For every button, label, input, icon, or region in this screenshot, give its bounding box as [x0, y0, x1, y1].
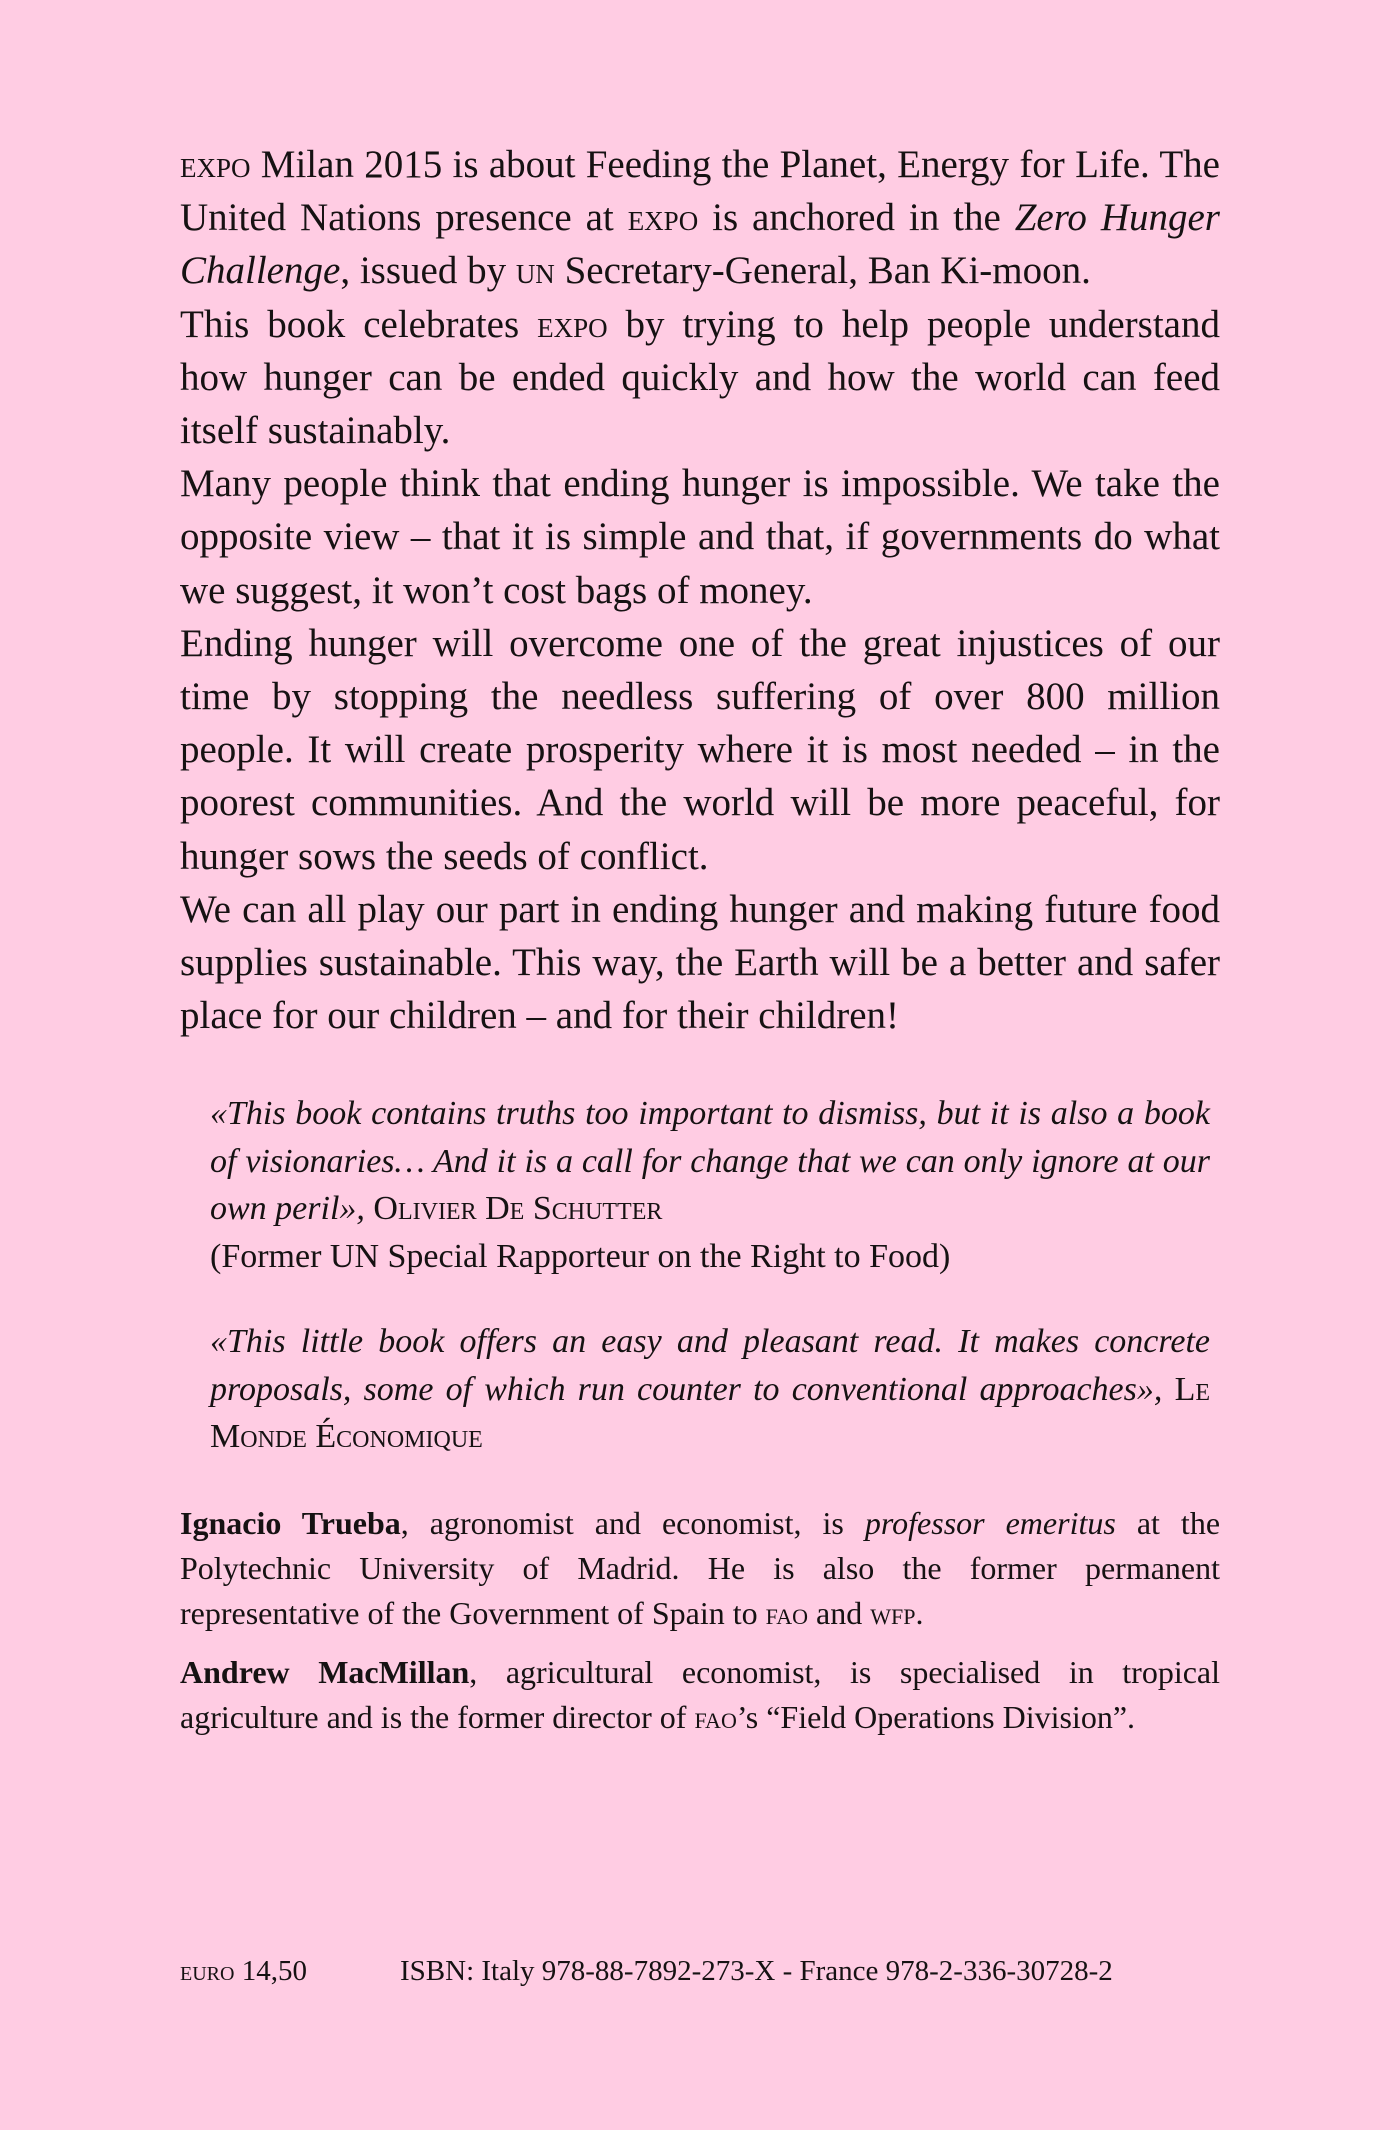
acronym-expo: expo — [537, 302, 608, 346]
back-cover — [180, 138, 1220, 1740]
quote-author: Olivier De Schutter — [373, 1190, 663, 1228]
paragraph-injustices: Ending hunger will overcome one of the great injustices of our time by stopping the needless suffering of over 800 million people. It will create prosperity where it is most needed – in the poorest communities. And the world will be more peaceful, for hunger sows the seeds of conflict. — [180, 621, 1220, 878]
price-value: 14,50 — [234, 1955, 307, 1987]
paragraph-expo: expo Milan 2015 is about Feeding the Planet, Energy for Life. The United Nations presence at expo is anchored in the Zero Hunger Challenge, issued by un Secretary-General, Ban Ki-moon. — [180, 143, 1220, 293]
bio-trueba: Ignacio Trueba, agronomist and economist, is professor emeritus at the Polytechnic University of Madrid. He is also the former permanent representative of the Government of Spain to fao and wfp. — [180, 1504, 1221, 1631]
isbn: ISBN: Italy 978-88-7892-273-X - France 978-2-336-30728-2 — [400, 1955, 1113, 1987]
paragraph-book: This book celebrates expo by trying to help people understand how hunger can be ended quickly and how the world can feed itself sustainably. — [180, 302, 1220, 453]
author-name: Andrew MacMillan — [180, 1653, 470, 1690]
quote-source: Le Monde Économique — [210, 1370, 1211, 1456]
quote-le-monde: «This little book offers an easy and pleasant read. It makes concrete proposals, some of which run counter to conventional approaches», Le Monde Économique — [210, 1323, 1211, 1456]
quote-de-schutter: «This book contains truths too important to dismiss, but it is also a book of visionaries… And it is a call for change that we can only ignore at our own peril», Olivier De Schutter (Former UN Special Rapporteur on the Right to Food) — [210, 1095, 1210, 1275]
currency: euro — [180, 1955, 235, 1987]
author-name: Ignacio Trueba — [180, 1504, 401, 1541]
acronym-expo: expo — [627, 196, 699, 240]
price — [180, 1951, 400, 1991]
blurb — [180, 138, 1220, 1042]
challenge-title: Zero Hunger Challenge — [180, 196, 1220, 293]
acronym-un: un — [515, 249, 555, 293]
bio-macmillan: Andrew MacMillan, agricultural economist, is specialised in tropical agriculture and is the former director of fao’s “Field Operations Division”. — [180, 1653, 1221, 1735]
quote-author-role: (Former UN Special Rapporteur on the Right to Food) — [210, 1237, 951, 1275]
footer — [180, 1951, 1210, 1991]
paragraph-our-part: We can all play our part in ending hunger and making future food supplies sustainable. This way, the Earth will be a better and safer place for our children – and for their children! — [180, 887, 1220, 1038]
paragraph-opposite-view: Many people think that ending hunger is impossible. We take the opposite view – that it is simple and that, if governments do what we suggest, it won’t cost bags of money. — [180, 462, 1220, 612]
acronym-expo: expo — [180, 143, 251, 186]
